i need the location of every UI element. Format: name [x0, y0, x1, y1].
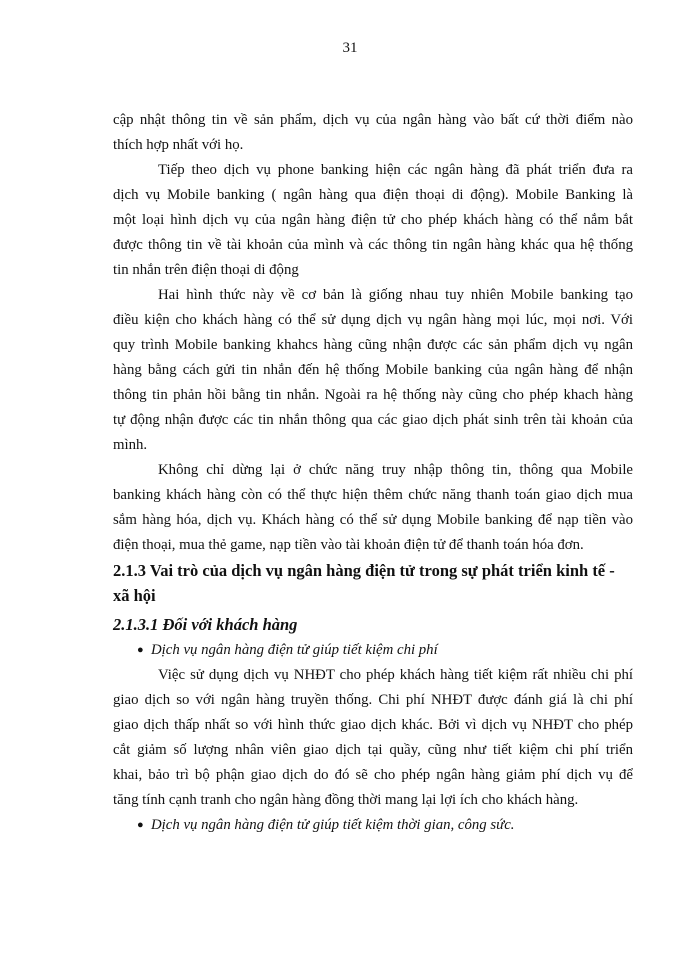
document-body [113, 108, 633, 838]
text-line: cắt giảm số lượng nhân viên giao dịch tại quầy, cũng như tiết kiệm chi phí triển [113, 742, 633, 758]
section-heading-line: xã hội [113, 586, 156, 605]
text-line: quy trình Mobile banking khahcs hàng cũng nhận được các sản phẩm dịch vụ ngân [113, 337, 633, 353]
section-heading [113, 558, 633, 608]
bullet-item [113, 638, 633, 663]
bullet-text: Dịch vụ ngân hàng điện tử giúp tiết kiệm thời gian, công sức. [151, 817, 515, 833]
text-line: khai, bảo trì bộ phận giao dịch do đó sẽ cho phép ngân hàng giảm phí dịch vụ để [113, 767, 633, 783]
text-line: thông tin phản hồi bằng tin nhắn. Ngoài ra hệ thống này cũng cho phép khach hàng [113, 387, 633, 403]
bullet-icon: ● [137, 819, 144, 831]
text-line: tự động nhận được các tin nhắn thông qua các giao dịch phát sinh trên tài khoản của [113, 412, 633, 428]
text-line: banking khách hàng còn có thể thực hiện thêm chức năng thanh toán giao dịch mua [113, 487, 633, 503]
text-line: Không chỉ dừng lại ở chức năng truy nhập thông tin, thông qua Mobile [158, 462, 633, 478]
subsection-heading: 2.1.3.1 Đối với khách hàng [113, 615, 298, 634]
paragraph [113, 458, 633, 558]
bullet-item [113, 813, 633, 838]
text-line: mình. [113, 437, 148, 453]
text-line: cập nhật thông tin về sản phẩm, dịch vụ của ngân hàng vào bất cứ thời điểm nào [113, 112, 633, 128]
paragraph [113, 158, 633, 283]
text-line: hàng bằng cách gửi tin nhắn đến hệ thống Mobile banking của ngân hàng để nhận [113, 362, 633, 378]
text-line: Tiếp theo dịch vụ phone banking hiện các ngân hàng đã phát triển đưa ra [158, 162, 633, 178]
text-line: tin nhắn trên điện thoại di động [113, 262, 299, 278]
text-line: được thông tin về tài khoản của mình và các thông tin ngân hàng khác qua hệ thống [113, 237, 633, 253]
paragraph [113, 283, 633, 458]
paragraph [113, 663, 633, 813]
section-heading-line: 2.1.3 Vai trò của dịch vụ ngân hàng điện tử trong sự phát triển kinh tế - [113, 561, 615, 580]
text-line: sắm hàng hóa, dịch vụ. Khách hàng có thể sử dụng Mobile banking để nạp tiền vào [113, 512, 633, 528]
text-line: dịch vụ Mobile banking ( ngân hàng qua điện thoại di động). Mobile Banking là [113, 187, 633, 203]
text-line: giao dịch so với ngân hàng truyền thống. Chi phí NHĐT được đánh giá là chi phí [113, 692, 633, 708]
bullet-icon: ● [137, 644, 144, 656]
text-line: tăng tính cạnh tranh cho ngân hàng đồng thời mang lại lợi ích cho khách hàng. [113, 792, 579, 808]
paragraph [113, 108, 633, 158]
text-line: Hai hình thức này về cơ bản là giống nhau tuy nhiên Mobile banking tạo [158, 287, 633, 303]
text-line: thích hợp nhất với họ. [113, 137, 244, 153]
text-line: một loại hình dịch vụ của ngân hàng điện tử cho phép khách hàng có thể nắm bắt [113, 212, 633, 228]
text-line: giao dịch thấp nhất so với hình thức giao dịch khác. Bởi vì dịch vụ NHĐT cho phép [113, 717, 633, 733]
page-number: 31 [342, 40, 358, 56]
text-line: Việc sử dụng dịch vụ NHĐT cho phép khách hàng tiết kiệm rất nhiều chi phí [158, 667, 633, 683]
bullet-text: Dịch vụ ngân hàng điện tử giúp tiết kiệm chi phí [151, 642, 438, 658]
text-line: điện thoại, mua thẻ game, nạp tiền vào tài khoản điện tử để thanh toán hóa đơn. [113, 537, 584, 553]
text-line: điều kiện cho khách hàng có thể sử dụng dịch vụ ngân hàng mọi lúc, mọi nơi. Với [113, 312, 633, 328]
